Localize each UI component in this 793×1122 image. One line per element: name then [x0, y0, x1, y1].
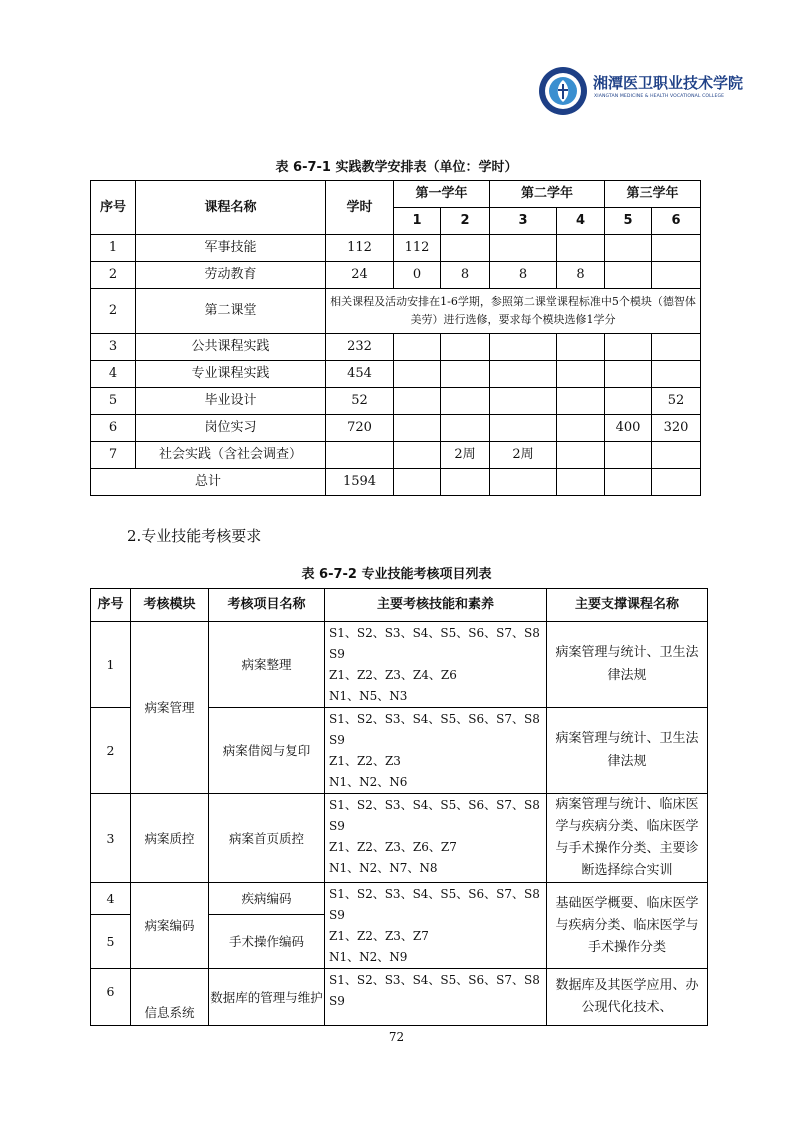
cell-skills: S1、S2、S3、S4、S5、S6、S7、S8 S9 Z1、Z2、Z3、Z6、Z7 N1、N2、N7、N8 [325, 794, 547, 883]
header-year2: 第二学年 [490, 181, 605, 208]
cell-term [441, 235, 490, 262]
cell-term [652, 262, 701, 289]
cell-skills: S1、S2、S3、S4、S5、S6、S7、S8 S9 Z1、Z2、Z3、Z7 N1、N2、N9 [325, 883, 547, 969]
table-row [91, 415, 701, 442]
cell-term [441, 388, 490, 415]
cell-term [394, 442, 441, 469]
cell-term [394, 388, 441, 415]
cell-term: 2周 [441, 442, 490, 469]
header-hours: 学时 [326, 181, 394, 235]
cell-name: 军事技能 [136, 235, 326, 262]
cell-module: 病案编码 [131, 883, 209, 969]
cell-term [557, 415, 605, 442]
cell-term: 8 [557, 262, 605, 289]
cell-item: 手术操作编码 [209, 915, 325, 969]
cell-skills: S1、S2、S3、S4、S5、S6、S7、S8 S9 Z1、Z2、Z3 N1、N2、N6 [325, 708, 547, 794]
cell-seq: 4 [91, 883, 131, 915]
table-row [91, 883, 708, 915]
cell-term [394, 334, 441, 361]
cell-hours [326, 442, 394, 469]
table-row [91, 235, 701, 262]
header-item: 考核项目名称 [209, 589, 325, 622]
cell-term [557, 361, 605, 388]
cell-term [652, 361, 701, 388]
cell-course: 病案管理与统计、卫生法律法规 [547, 622, 708, 708]
cell-seq: 7 [91, 442, 136, 469]
cell-term [605, 262, 652, 289]
cell-term [652, 235, 701, 262]
cell-term: 112 [394, 235, 441, 262]
cell-item: 病案首页质控 [209, 794, 325, 883]
cell-name: 毕业设计 [136, 388, 326, 415]
cell-hours: 720 [326, 415, 394, 442]
cell-term: 8 [490, 262, 557, 289]
cell-seq: 3 [91, 794, 131, 883]
cell-module: 病案管理 [131, 622, 209, 794]
cell-item: 病案借阅与复印 [209, 708, 325, 794]
cell-term [441, 415, 490, 442]
cell-course: 病案管理与统计、临床医学与疾病分类、临床医学与手术操作分类、主要诊断选择综合实训 [547, 794, 708, 883]
header-course-name: 课程名称 [136, 181, 326, 235]
cell-term [490, 415, 557, 442]
header-term: 6 [652, 208, 701, 235]
cell-term: 0 [394, 262, 441, 289]
cell-seq: 4 [91, 361, 136, 388]
cell-hours: 112 [326, 235, 394, 262]
table-row [91, 622, 708, 708]
header-term: 5 [605, 208, 652, 235]
cell-module: 病案质控 [131, 794, 209, 883]
table-row [91, 262, 701, 289]
cell-term [652, 334, 701, 361]
table2-caption: 表 6-7-2 专业技能考核项目列表 [301, 567, 492, 582]
cell-hours: 24 [326, 262, 394, 289]
cell-item: 疾病编码 [209, 883, 325, 915]
cell-seq: 1 [91, 235, 136, 262]
header-term: 2 [441, 208, 490, 235]
second-classroom-note: 相关课程及活动安排在1-6学期，参照第二课堂课程标准中5个模块（德智体美劳）进行选修，要求每个模块选修1学分 [326, 289, 701, 334]
cell-seq: 2 [91, 708, 131, 794]
cell-term: 320 [652, 415, 701, 442]
cell-item: 数据库的管理与维护 [209, 969, 325, 1026]
header-year1: 第一学年 [394, 181, 490, 208]
header-module: 考核模块 [131, 589, 209, 622]
cell-name: 社会实践（含社会调查） [136, 442, 326, 469]
table-row [91, 442, 701, 469]
section-title: 2.专业技能考核要求 [127, 527, 262, 545]
cell-name: 专业课程实践 [136, 361, 326, 388]
skill-assessment-table [90, 588, 708, 1026]
school-name: 湘潭医卫职业技术学院 [593, 74, 744, 92]
practice-schedule-table [90, 180, 701, 496]
header-course: 主要支撑课程名称 [547, 589, 708, 622]
header-term: 3 [490, 208, 557, 235]
table-row [91, 388, 701, 415]
cell-seq: 3 [91, 334, 136, 361]
cell-skills: S1、S2、S3、S4、S5、S6、S7、S8 S9 [325, 969, 547, 1026]
cell-term [557, 334, 605, 361]
cell-hours: 232 [326, 334, 394, 361]
total-hours: 1594 [326, 469, 394, 496]
cell-term [557, 235, 605, 262]
cell-course: 基础医学概要、临床医学与疾病分类、临床医学与手术操作分类 [547, 883, 708, 969]
table-row [91, 289, 701, 334]
cell-item: 病案整理 [209, 622, 325, 708]
page-number: 72 [388, 1030, 405, 1044]
header-term: 4 [557, 208, 605, 235]
cell-term [652, 442, 701, 469]
cell-term [605, 388, 652, 415]
cell-term [394, 415, 441, 442]
cell-term [605, 361, 652, 388]
header-term: 1 [394, 208, 441, 235]
table-row [91, 794, 708, 883]
cell-seq: 6 [91, 969, 131, 1026]
cell-term [490, 361, 557, 388]
cell-seq: 2 [91, 289, 136, 334]
cell-course: 数据库及其医学应用、办公现代化技术、 [547, 969, 708, 1026]
cell-term [605, 442, 652, 469]
cell-term: 2周 [490, 442, 557, 469]
table-row [91, 334, 701, 361]
cell-hours: 454 [326, 361, 394, 388]
total-label: 总计 [91, 469, 326, 496]
cell-course: 病案管理与统计、卫生法律法规 [547, 708, 708, 794]
cell-term [441, 334, 490, 361]
header-seq: 序号 [91, 589, 131, 622]
header-year3: 第三学年 [605, 181, 701, 208]
table-row [91, 361, 701, 388]
header-skills: 主要考核技能和素养 [325, 589, 547, 622]
cell-term [394, 361, 441, 388]
cell-term [490, 235, 557, 262]
cell-seq: 6 [91, 415, 136, 442]
school-name-en: XIANGTAN MEDICINE & HEALTH VOCATIONAL COLLEGE [594, 94, 725, 99]
cell-term [490, 334, 557, 361]
cell-term: 8 [441, 262, 490, 289]
cell-seq: 5 [91, 388, 136, 415]
cell-term [605, 334, 652, 361]
cell-term: 52 [652, 388, 701, 415]
cell-term [490, 388, 557, 415]
cell-hours: 52 [326, 388, 394, 415]
cell-term: 400 [605, 415, 652, 442]
cell-module: 信息系统 [131, 969, 209, 1026]
cell-name: 公共课程实践 [136, 334, 326, 361]
cell-skills: S1、S2、S3、S4、S5、S6、S7、S8 S9 Z1、Z2、Z3、Z4、Z6 N1、N5、N3 [325, 622, 547, 708]
cell-name: 第二课堂 [136, 289, 326, 334]
table1-caption: 表 6-7-1 实践教学安排表（单位：学时） [275, 160, 518, 175]
table-row [91, 969, 708, 1026]
cell-term [557, 442, 605, 469]
cell-seq: 1 [91, 622, 131, 708]
school-emblem-icon [538, 66, 588, 116]
total-row [91, 469, 701, 496]
cell-name: 岗位实习 [136, 415, 326, 442]
cell-name: 劳动教育 [136, 262, 326, 289]
cell-seq: 2 [91, 262, 136, 289]
school-logo [538, 66, 744, 118]
header-seq: 序号 [91, 181, 136, 235]
cell-term [557, 388, 605, 415]
cell-term [605, 235, 652, 262]
cell-seq: 5 [91, 915, 131, 969]
cell-term [441, 361, 490, 388]
